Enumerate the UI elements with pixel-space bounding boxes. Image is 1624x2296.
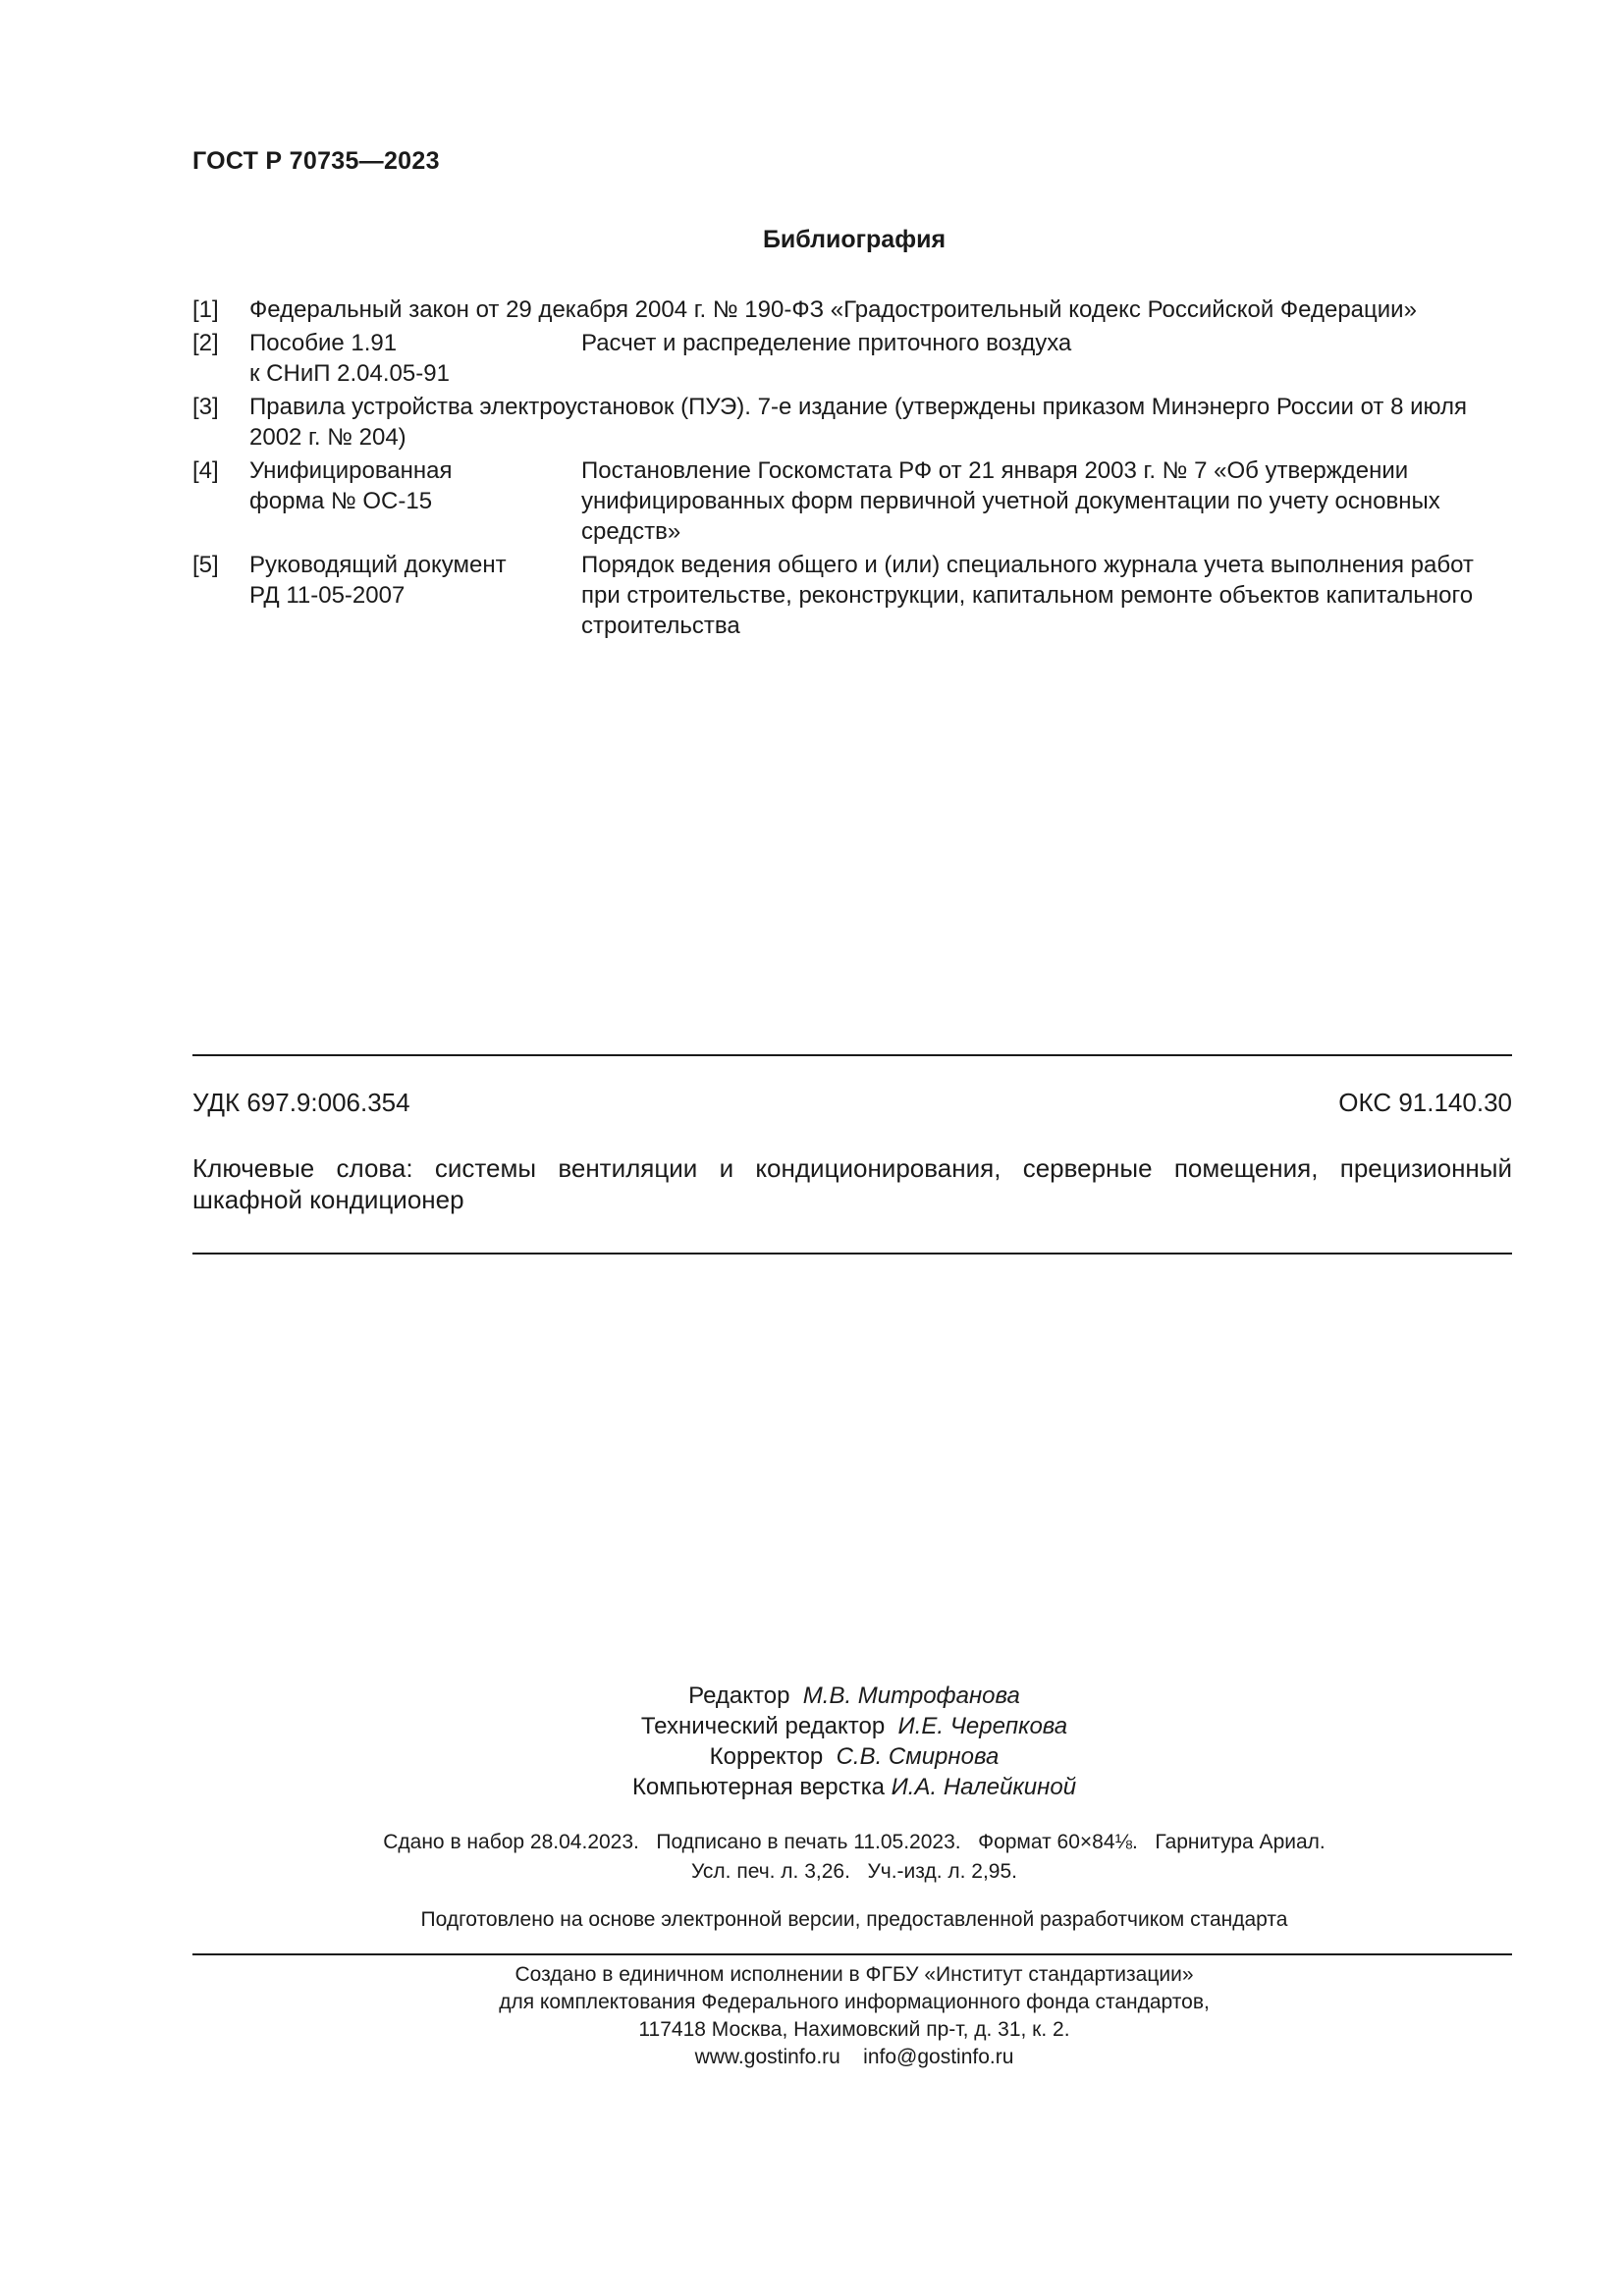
imprint-line: 117418 Москва, Нахимовский пр-т, д. 31, к. 2. [638,2018,1070,2041]
entry-number: [2] [192,330,219,356]
credit-name: М.В. Митрофанова [802,1682,1020,1709]
entry-title: Порядок ведения общего и (или) специального журнала учета выполнения работ при строительстве, реконструкции, капитальном ремонте объектов капитального строительства [581,552,1474,639]
credit-role: Компьютерная верстка [631,1774,885,1800]
divider-top [192,1054,1512,1056]
credit-tech-editor [0,1711,1624,1741]
standard-number: ГОСТ Р 70735—2023 [192,147,440,175]
entry-designation [249,455,581,547]
entry-designation-line: форма № ОС-15 [249,488,433,514]
entry-designation [249,550,581,641]
publication-line: Усл. печ. л. 3,26. Уч.-изд. л. 2,95. [690,1860,1017,1883]
entry-title: Расчет и распределение приточного воздуха [581,330,1072,356]
credit-name: С.В. Смирнова [836,1743,1000,1770]
entry-designation-line: Руководящий документ [249,552,507,578]
credit-layout [0,1772,1624,1802]
imprint-line: Создано в единичном исполнении в ФГБУ «Институт стандартизации» [514,1963,1194,1986]
entry-designation-line: Унифицированная [249,457,453,484]
prepared-note: Подготовлено на основе электронной версии, предоставленной разработчиком стандарта [420,1908,1288,1931]
imprint-block [0,1961,1624,2071]
credit-name: И.А. Налейкиной [891,1774,1077,1800]
bibliography-entry [192,392,1512,453]
credit-role: Редактор [688,1682,790,1709]
entry-designation-line: Пособие 1.91 [249,330,398,356]
entry-number: [1] [192,296,219,323]
bibliography-entry [192,455,1512,547]
bibliography-entry [192,294,1512,325]
divider-imprint [192,1953,1512,1955]
oks-code: ОКС 91.140.30 [1338,1088,1512,1117]
bibliography-list [192,294,1512,644]
entry-number: [4] [192,457,219,484]
entry-number: [5] [192,552,219,578]
credits-block [0,1681,1624,1802]
credit-editor [0,1681,1624,1711]
imprint-links: www.gostinfo.ru info@gostinfo.ru [694,2046,1014,2068]
bibliography-entry [192,328,1512,389]
credit-role: Корректор [709,1743,824,1770]
publication-line: Сдано в набор 28.04.2023. Подписано в печать 11.05.2023. Формат 60×84⅛. Гарнитура Ариал. [383,1831,1326,1853]
divider-keywords [192,1253,1512,1255]
credit-proofreader [0,1741,1624,1772]
credit-name: И.Е. Черепкова [897,1713,1068,1739]
entry-designation [249,328,581,389]
bibliography-title: Библиография [762,226,947,253]
keywords-line-1: Ключевые слова: системы вентиляции и кондиционирования, серверные помещения, прецизионный [192,1153,1512,1183]
udk-code: УДК 697.9:006.354 [192,1088,410,1117]
keywords-line-2: шкафной кондиционер [192,1185,464,1214]
entry-designation-line: к СНиП 2.04.05-91 [249,360,450,387]
credit-role: Технический редактор [640,1713,886,1739]
bibliography-entry [192,550,1512,641]
imprint-line: для комплектования Федерального информационного фонда стандартов, [499,1991,1210,2013]
publication-info [0,1828,1624,1887]
entry-number: [3] [192,394,219,420]
entry-designation-line: РД 11-05-2007 [249,582,406,609]
keywords [192,1152,1512,1215]
entry-text: Федеральный закон от 29 декабря 2004 г. № 190-ФЗ «Градостроительный кодекс Российской Федерации» [249,296,1417,323]
entry-title: Постановление Госкомстата РФ от 21 января 2003 г. № 7 «Об утверждении унифицированных форм первичной учетной документации по учету основных средств» [581,457,1440,545]
entry-text: Правила устройства электроустановок (ПУЭ). 7-е издание (утверждены приказом Минэнерго России от 8 июля 2002 г. № 204) [249,394,1467,451]
